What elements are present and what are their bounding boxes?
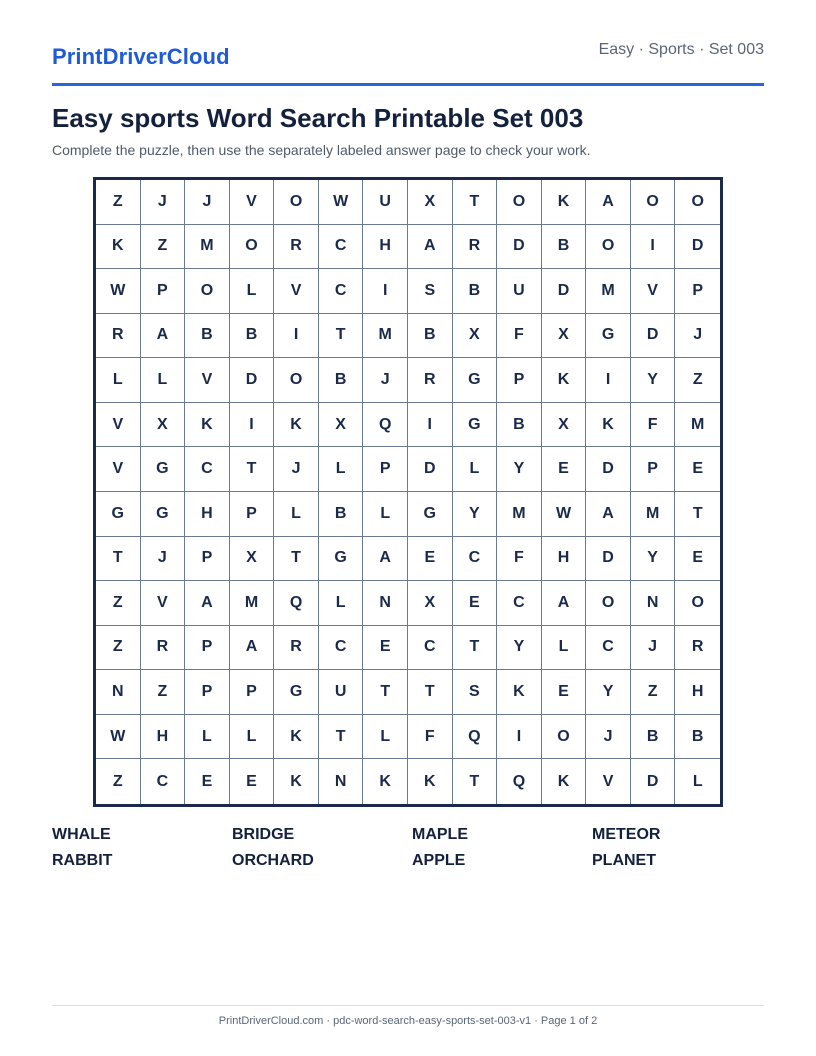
grid-cell[interactable]: P <box>185 670 230 715</box>
grid-cell[interactable]: A <box>408 225 453 270</box>
grid-cell[interactable]: C <box>319 269 364 314</box>
grid-cell[interactable]: F <box>497 314 542 359</box>
grid-cell[interactable]: B <box>408 314 453 359</box>
grid-cell[interactable]: T <box>408 670 453 715</box>
grid-cell[interactable]: T <box>96 537 141 582</box>
page-subtitle: Complete the puzzle, then use the separately labeled answer page to check your work. <box>52 142 591 158</box>
grid-cell[interactable]: E <box>453 581 498 626</box>
grid-cell[interactable]: R <box>675 626 720 671</box>
grid-cell[interactable]: L <box>319 581 364 626</box>
grid-cell[interactable]: N <box>96 670 141 715</box>
grid-cell[interactable]: M <box>363 314 408 359</box>
grid-cell[interactable]: B <box>542 225 587 270</box>
grid-cell[interactable]: Z <box>96 581 141 626</box>
grid-cell[interactable]: G <box>586 314 631 359</box>
grid-cell[interactable]: S <box>453 670 498 715</box>
grid-cell[interactable]: E <box>542 447 587 492</box>
grid-cell[interactable]: J <box>586 715 631 760</box>
word-list-item: APPLE <box>412 852 466 869</box>
grid-cell[interactable]: T <box>453 626 498 671</box>
grid-cell[interactable]: F <box>631 403 676 448</box>
grid-cell[interactable]: F <box>408 715 453 760</box>
grid-cell[interactable]: C <box>141 759 186 804</box>
grid-cell[interactable]: K <box>542 759 587 804</box>
grid-cell[interactable]: V <box>96 403 141 448</box>
grid-cell[interactable]: N <box>363 581 408 626</box>
grid-cell[interactable]: J <box>675 314 720 359</box>
grid-cell[interactable]: J <box>141 180 186 225</box>
grid-cell[interactable]: P <box>185 537 230 582</box>
grid-cell[interactable]: Q <box>274 581 319 626</box>
grid-cell[interactable]: R <box>453 225 498 270</box>
grid-cell[interactable]: I <box>408 403 453 448</box>
word-list <box>52 826 772 870</box>
grid-cell[interactable]: D <box>631 759 676 804</box>
grid-cell[interactable]: C <box>319 225 364 270</box>
grid-cell[interactable]: J <box>141 537 186 582</box>
grid-cell[interactable]: O <box>497 180 542 225</box>
grid-cell[interactable]: V <box>631 269 676 314</box>
grid-cell[interactable]: L <box>96 358 141 403</box>
grid-cell[interactable]: K <box>408 759 453 804</box>
grid-cell[interactable]: L <box>230 269 275 314</box>
grid-cell[interactable]: G <box>141 492 186 537</box>
word-list-item: PLANET <box>592 852 656 869</box>
grid-cell[interactable]: L <box>274 492 319 537</box>
grid-cell[interactable]: J <box>631 626 676 671</box>
grid-cell[interactable]: J <box>185 180 230 225</box>
grid-cell[interactable]: I <box>631 225 676 270</box>
grid-cell[interactable]: A <box>230 626 275 671</box>
grid-cell[interactable]: U <box>319 670 364 715</box>
grid-cell[interactable]: O <box>675 581 720 626</box>
grid-cell[interactable]: X <box>408 180 453 225</box>
grid-cell[interactable]: E <box>408 537 453 582</box>
grid-cell[interactable]: L <box>141 358 186 403</box>
grid-cell[interactable]: N <box>319 759 364 804</box>
header-divider <box>52 83 764 86</box>
grid-cell[interactable]: D <box>542 269 587 314</box>
grid-cell[interactable]: R <box>408 358 453 403</box>
grid-cell[interactable]: Z <box>96 180 141 225</box>
grid-cell[interactable]: C <box>497 581 542 626</box>
grid-cell[interactable]: C <box>185 447 230 492</box>
word-list-item: MAPLE <box>412 826 468 843</box>
grid-cell[interactable]: T <box>230 447 275 492</box>
grid-cell[interactable]: O <box>586 225 631 270</box>
grid-cell[interactable]: T <box>319 314 364 359</box>
grid-cell[interactable]: V <box>230 180 275 225</box>
grid-cell[interactable]: C <box>453 537 498 582</box>
grid-cell[interactable]: B <box>497 403 542 448</box>
grid-cell[interactable]: I <box>586 358 631 403</box>
grid-cell[interactable]: Z <box>631 670 676 715</box>
grid-cell[interactable]: G <box>408 492 453 537</box>
grid-cell[interactable]: X <box>141 403 186 448</box>
grid-cell[interactable]: E <box>542 670 587 715</box>
grid-cell[interactable]: V <box>274 269 319 314</box>
grid-cell[interactable]: V <box>96 447 141 492</box>
grid-cell[interactable]: H <box>675 670 720 715</box>
grid-cell[interactable]: K <box>274 715 319 760</box>
grid-cell[interactable]: P <box>185 626 230 671</box>
grid-cell[interactable]: I <box>363 269 408 314</box>
grid-cell[interactable]: W <box>542 492 587 537</box>
grid-cell[interactable]: B <box>631 715 676 760</box>
grid-cell[interactable]: T <box>319 715 364 760</box>
grid-cell[interactable]: O <box>274 180 319 225</box>
grid-cell[interactable]: C <box>319 626 364 671</box>
grid-cell[interactable]: L <box>453 447 498 492</box>
grid-cell[interactable]: X <box>408 581 453 626</box>
grid-cell[interactable]: T <box>363 670 408 715</box>
grid-cell[interactable]: H <box>141 715 186 760</box>
word-list-item: BRIDGE <box>232 826 295 843</box>
grid-cell[interactable]: H <box>542 537 587 582</box>
breadcrumb: Easy · Sports · Set 003 <box>598 41 764 58</box>
grid-cell[interactable]: P <box>631 447 676 492</box>
grid-cell[interactable]: P <box>141 269 186 314</box>
grid-cell[interactable]: A <box>586 492 631 537</box>
grid-cell[interactable]: I <box>230 403 275 448</box>
grid-cell[interactable]: B <box>319 492 364 537</box>
word-list-item: RABBIT <box>52 852 113 869</box>
grid-cell[interactable]: D <box>675 225 720 270</box>
grid-cell[interactable]: Z <box>96 759 141 804</box>
grid-cell[interactable]: D <box>586 537 631 582</box>
grid-cell[interactable]: Y <box>631 537 676 582</box>
grid-cell[interactable]: O <box>675 180 720 225</box>
grid-cell[interactable]: K <box>274 403 319 448</box>
grid-cell[interactable]: C <box>586 626 631 671</box>
grid-cell[interactable]: D <box>408 447 453 492</box>
grid-cell[interactable]: Q <box>497 759 542 804</box>
grid-cell[interactable]: Z <box>141 225 186 270</box>
grid-cell[interactable]: A <box>542 581 587 626</box>
grid-cell[interactable]: R <box>96 314 141 359</box>
grid-cell[interactable]: G <box>96 492 141 537</box>
grid-cell[interactable]: U <box>363 180 408 225</box>
grid-cell[interactable]: Y <box>453 492 498 537</box>
grid-cell[interactable]: M <box>631 492 676 537</box>
grid-cell[interactable]: X <box>453 314 498 359</box>
grid-cell[interactable]: E <box>363 626 408 671</box>
grid-cell[interactable]: P <box>363 447 408 492</box>
grid-cell[interactable]: K <box>274 759 319 804</box>
grid-cell[interactable]: P <box>230 492 275 537</box>
grid-cell[interactable]: K <box>542 180 587 225</box>
grid-cell[interactable]: Z <box>675 358 720 403</box>
grid-cell[interactable]: B <box>185 314 230 359</box>
grid-cell[interactable]: V <box>586 759 631 804</box>
grid-cell[interactable]: P <box>230 670 275 715</box>
grid-cell[interactable]: L <box>319 447 364 492</box>
grid-cell[interactable]: H <box>185 492 230 537</box>
grid-cell[interactable]: K <box>185 403 230 448</box>
grid-cell[interactable]: E <box>230 759 275 804</box>
grid-cell[interactable]: U <box>497 269 542 314</box>
grid-cell[interactable]: L <box>692 772 703 790</box>
grid-cell[interactable]: I <box>274 314 319 359</box>
grid-cell[interactable]: C <box>408 626 453 671</box>
grid-cell[interactable]: T <box>453 759 498 804</box>
grid-cell[interactable]: A <box>586 180 631 225</box>
grid-cell[interactable]: Q <box>453 715 498 760</box>
grid-cell[interactable]: B <box>675 715 720 760</box>
grid-cell[interactable]: G <box>319 537 364 582</box>
grid-cell[interactable]: O <box>185 269 230 314</box>
grid-cell[interactable]: D <box>230 358 275 403</box>
grid-cell[interactable]: O <box>631 180 676 225</box>
grid-cell[interactable]: R <box>274 225 319 270</box>
grid-cell[interactable]: P <box>675 269 720 314</box>
grid-cell[interactable]: G <box>274 670 319 715</box>
word-list-item: ORCHARD <box>232 852 314 869</box>
grid-cell[interactable]: P <box>497 358 542 403</box>
grid-cell[interactable]: V <box>185 358 230 403</box>
grid-cell[interactable]: L <box>185 715 230 760</box>
grid-cell[interactable]: G <box>141 447 186 492</box>
grid-cell[interactable]: E <box>675 537 720 582</box>
grid-cell[interactable]: O <box>586 581 631 626</box>
grid-cell[interactable]: G <box>453 403 498 448</box>
grid-cell[interactable]: B <box>319 358 364 403</box>
grid-cell[interactable]: K <box>363 759 408 804</box>
grid-cell[interactable]: X <box>542 314 587 359</box>
grid-cell[interactable]: L <box>363 492 408 537</box>
grid-cell[interactable]: W <box>96 269 141 314</box>
grid-cell[interactable]: R <box>274 626 319 671</box>
grid-cell[interactable]: Z <box>141 670 186 715</box>
grid-cell[interactable]: M <box>185 225 230 270</box>
grid-cell[interactable]: M <box>497 492 542 537</box>
grid-cell[interactable]: Y <box>586 670 631 715</box>
grid-cell[interactable]: L <box>542 626 587 671</box>
grid-cell[interactable]: Q <box>363 403 408 448</box>
grid-cell[interactable]: G <box>453 358 498 403</box>
grid-cell[interactable]: Y <box>497 626 542 671</box>
word-list-item: WHALE <box>52 826 111 843</box>
grid-cell[interactable]: A <box>141 314 186 359</box>
grid-cell[interactable]: E <box>185 759 230 804</box>
grid-cell[interactable]: K <box>586 403 631 448</box>
grid-cell[interactable]: M <box>586 269 631 314</box>
grid-cell[interactable]: Z <box>96 626 141 671</box>
grid-cell[interactable]: O <box>230 225 275 270</box>
grid-cell[interactable]: A <box>185 581 230 626</box>
grid-cell[interactable]: W <box>319 180 364 225</box>
page-footer: PrintDriverCloud.com · pdc-word-search-easy-sports-set-003-v1 · Page 1 of 2 <box>218 1015 598 1027</box>
grid-cell[interactable]: D <box>586 447 631 492</box>
grid-cell[interactable]: K <box>497 670 542 715</box>
grid-cell[interactable]: T <box>453 180 498 225</box>
grid-cell[interactable]: E <box>675 447 720 492</box>
grid-cell[interactable]: L <box>230 715 275 760</box>
grid-cell[interactable]: A <box>363 537 408 582</box>
grid-cell[interactable]: O <box>274 358 319 403</box>
grid-cell[interactable]: S <box>408 269 453 314</box>
word-search-grid <box>93 177 723 807</box>
grid-cell[interactable]: F <box>497 537 542 582</box>
grid-cell[interactable]: Y <box>497 447 542 492</box>
grid-cell[interactable]: R <box>141 626 186 671</box>
page-title: Easy sports Word Search Printable Set 003 <box>52 103 584 133</box>
grid-cell[interactable]: K <box>542 358 587 403</box>
grid-cell[interactable]: X <box>542 403 587 448</box>
grid-cell[interactable]: L <box>363 715 408 760</box>
grid-cell[interactable]: X <box>319 403 364 448</box>
word-list-item: METEOR <box>592 826 661 843</box>
grid-cell[interactable]: T <box>675 492 720 537</box>
brand-logo[interactable]: PrintDriverCloud <box>52 44 230 69</box>
grid-cell[interactable]: N <box>631 581 676 626</box>
grid-cell[interactable]: D <box>631 314 676 359</box>
grid-cell[interactable]: J <box>363 358 408 403</box>
grid-cell[interactable]: Y <box>631 358 676 403</box>
grid-cell[interactable]: M <box>675 403 720 448</box>
grid-cell[interactable]: I <box>497 715 542 760</box>
grid-cell[interactable]: H <box>363 225 408 270</box>
grid-cell[interactable]: B <box>230 314 275 359</box>
grid-cell[interactable]: W <box>96 715 141 760</box>
footer-divider <box>52 1005 764 1006</box>
page-header <box>52 0 764 86</box>
grid-cell[interactable]: M <box>230 581 275 626</box>
grid-cell[interactable]: T <box>274 537 319 582</box>
grid-cell[interactable]: X <box>230 537 275 582</box>
grid-cell[interactable]: O <box>542 715 587 760</box>
grid-cell[interactable]: K <box>96 225 141 270</box>
grid-cell[interactable]: D <box>497 225 542 270</box>
grid-cell[interactable]: V <box>141 581 186 626</box>
grid-cell[interactable]: B <box>453 269 498 314</box>
grid-cell[interactable]: J <box>274 447 319 492</box>
